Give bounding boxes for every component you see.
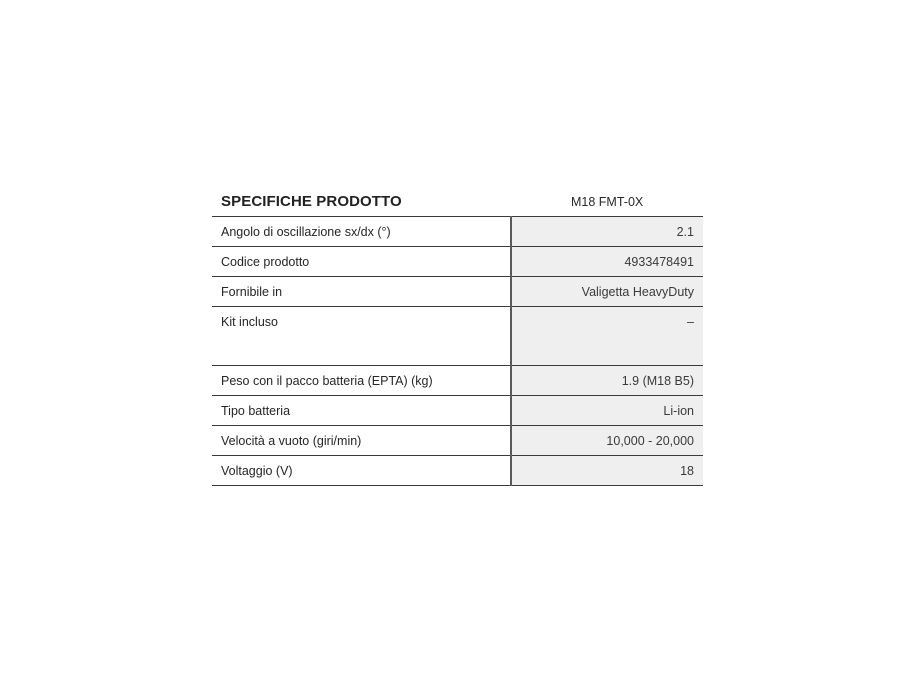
table-row [212,456,703,486]
table-row [212,426,703,456]
spec-value: 2.1 [511,217,703,247]
spec-value: Valigetta HeavyDuty [511,277,703,307]
table-row [212,277,703,307]
spec-model-name: M18 FMT-0X [571,195,644,209]
table-row [212,366,703,396]
spec-value: Li-ion [511,396,703,426]
spec-label: Velocità a vuoto (giri/min) [212,426,511,456]
table-row [212,307,703,366]
spec-label: Tipo batteria [212,396,511,426]
spec-value: 10,000 - 20,000 [511,426,703,456]
spec-label: Codice prodotto [212,247,511,277]
spec-value: 4933478491 [511,247,703,277]
product-specifications [212,186,703,486]
spec-label: Peso con il pacco batteria (EPTA) (kg) [212,366,511,396]
spec-label: Angolo di oscillazione sx/dx (°) [212,217,511,247]
spec-label: Voltaggio (V) [212,456,511,486]
table-row [212,217,703,247]
spec-table [212,216,703,486]
spec-value: 1.9 (M18 B5) [511,366,703,396]
spec-label: Fornibile in [212,277,511,307]
spec-header [212,186,703,216]
spec-value: – [511,307,703,366]
spec-value: 18 [511,456,703,486]
spec-title: SPECIFICHE PRODOTTO [221,193,402,210]
spec-label: Kit incluso [212,307,511,366]
table-row [212,396,703,426]
table-row [212,247,703,277]
